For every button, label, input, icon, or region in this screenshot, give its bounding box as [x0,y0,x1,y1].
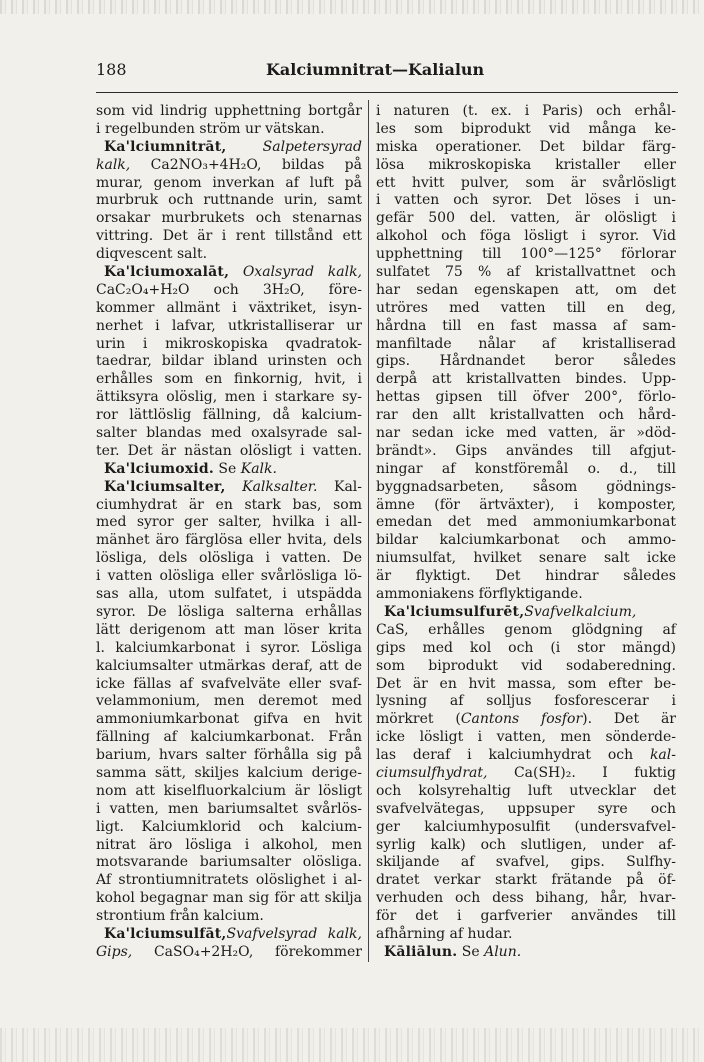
text-line: byggnadsarbeten, såsom gödnings- [376,478,676,495]
text-line: murar, genom inverkan af luft på [96,174,362,191]
text-line: ter. Det är nästan olösligt i vatten. [96,442,362,459]
italic-term: Kalk. [240,460,277,477]
text-line: samma sätt, skiljes kalcium derige- [96,764,362,781]
scan-noise-top [0,0,704,14]
italic-term: kal- [649,747,676,764]
text-line: för det i garfverier användes till [376,908,676,925]
text-line [96,264,362,282]
text-line: vittring. Det är i rent tillstånd ett [96,228,362,245]
text-line: CaC₂O₄+H₂O och 3H₂O, före- [96,281,362,298]
text-line: les som biprodukt vid många ke- [376,120,676,137]
text-line: gips. Hårdnandet beror således [376,353,676,370]
text-line: i vatten olösliga eller svårlösliga lö- [96,568,362,585]
italic-term: Alun. [484,943,522,960]
text-line: nerhet i lafvar, utkristalliserar ur [96,317,362,334]
text-line: niumsulfat, hvilket senare salt icke [376,550,676,567]
italic-term: Gips, [96,943,133,960]
header-rule [96,92,678,93]
text-line: skiljande af svafvel, gips. Sulfhy- [376,854,676,871]
italic-term: Svafvelkalcium, [524,603,637,620]
left-column [96,103,362,962]
text-line: miska operationer. Det bildar färg- [376,138,676,155]
text-line: ligt. Kalciumklorid och kalcium- [96,818,362,835]
entry-headword: Ka'lciumnitrāt, [104,138,227,155]
italic-term: Svafvelsyrad kalk, [226,925,362,942]
text-line: lösliga, dels olösliga i vatten. De [96,550,362,567]
text-line: Kāliālun. Se Alun. [384,943,522,960]
text-line: nom att kiselfluorkalcium är lösligt [96,782,362,799]
text-line: upphettning till 100°—125° förlorar [376,246,676,263]
entry-headword: Ka'lciumoxalāt, [104,264,230,281]
text-line: taedrar, bildar ibland urinsten och [96,353,362,370]
text-line: ningar af konstföremål o. d., till [376,460,676,477]
text-line: erhålles som en finkornig, hvit, i [96,371,362,388]
text-line: mörkret (Cantons fosfor). Det är [376,711,676,728]
text-line: dratet verkar starkt frätande på öf- [376,872,676,889]
text-line: syror. De lösliga salterna erhållas [96,603,362,620]
entry-headword: Ka'lciumoxid. [104,460,214,477]
text-line: Ka'lciumoxid. Se Kalk. [104,460,277,477]
italic-term: kalk, [96,156,131,173]
text-line: fällning af kalciumkarbonat. Från [96,729,362,746]
scan-noise-bottom [0,1028,704,1062]
text-line: CaS, erhålles genom glödgning af [376,621,676,638]
text-line: gips med kol och (i stor mängd) [376,639,676,656]
column-divider [368,100,369,962]
text-line: Af strontiumnitratets olöslighet i al- [96,872,362,889]
text-line: brändt». Gips användes till afgjut- [376,442,676,459]
text-line: ett hvitt pulver, som är svårlösligt [376,174,676,191]
text-line: ättiksyra olöslig, men i starkare sy- [96,389,362,406]
italic-term: ciumsulfhydrat, [376,764,488,781]
text-line: Det är en hvit massa, som efter be- [376,675,676,692]
text-line: verhuden och dess bihang, hår, hvar- [376,890,676,907]
text-line: ciumhydrat är en stark bas, som [96,496,362,513]
text-line: i vatten och syror. Det löses i un- [376,192,676,209]
text-line: kohol begagnar man sig för att skilja [96,890,362,907]
text-line: i regelbunden ström ur vätskan. [96,120,325,137]
text-line: ror lättlöslig fällning, då kalcium- [96,407,362,424]
text-line: Gips, CaSO₄+2H₂O, förekommer [96,943,362,960]
italic-term: Kalksalter. [242,478,318,495]
entry-headword: Ka'lciumsalter, [104,478,226,495]
text-line: icke fällas af svafvelväte eller svaf- [96,675,362,692]
text-line: rar den allt kristallvatten och hård- [376,407,676,424]
text-line: manfiltade nålar af kristalliserad [376,335,676,352]
italic-term: Cantons fosfor [460,711,583,728]
page-number: 188 [96,60,127,79]
text-line: svafvelvätegas, uppsuper syre och [376,800,676,817]
entry-headword: Ka'lciumsulfurēt, [384,603,525,620]
text-line [96,926,362,944]
text-line: är flyktigt. Det hindrar således [376,568,676,585]
entry-headword: Kāliālun. [384,943,458,960]
text-line: som biprodukt vid sodaberedning. [376,657,676,674]
right-column [376,103,676,962]
text-line: hårdna till en fast massa af sam- [376,317,676,334]
text-line: ämne (för ärtväxter), i komposter, [376,496,676,513]
text-line: orsakar murbrukets och stenarnas [96,210,362,227]
text-line: utröres med vatten till en deg, [376,299,676,316]
text-line: lätt derigenom att man löser krita [96,621,362,638]
text-line: icke lösligt i vatten, men sönderde- [376,729,676,746]
running-title: Kalciumnitrat—Kalialun [266,60,485,79]
text-line: l. kalciumkarbonat i syror. Lösliga [96,639,362,656]
text-line: ammoniakens förflyktigande. [376,586,583,603]
text-line: Ka'lciumsalter, Kalksalter. Kal- [104,478,362,495]
text-line: lösa mikroskopiska kristaller eller [376,156,676,173]
text-line: som vid lindrig upphettning bortgår [96,103,362,119]
text-line: mänhet äro färglösa eller hvita, dels [96,532,362,549]
text-line: velammonium, men deremot med [96,693,362,710]
text-line [96,139,362,157]
entry-headword: Ka'lciumsulfāt, [104,925,227,942]
text-line: kalciumsalter utmärkas deraf, att de [96,657,362,674]
text-line: i naturen (t. ex. i Paris) och erhål- [376,103,676,119]
text-line: kommer allmänt i växtriket, isyn- [96,299,362,316]
text-line: urin i mikroskopiska qvadratok- [96,335,362,352]
text-line: sulfatet 75 % af kristallvattnet och [376,264,676,281]
text-line: bildar kalciumkarbonat och ammo- [376,532,676,549]
text-line [376,604,676,622]
text-line: i vatten, men bariumsaltet svårlös- [96,800,362,817]
text-line: med syror ger salter, hvilka i all- [96,514,362,531]
text-line: har sedan egenskapen att, om det [376,281,676,298]
text-line: ciumsulfhydrat, Ca(SH)₂. I fuktig [376,764,676,781]
text-line: nar sedan icke med vatten, är »död- [376,425,676,442]
text-line: alkohol och föga lösligt i syror. Vid [376,228,676,245]
text-line: motsvarande bariumsalter olösliga. [96,854,362,871]
text-line: kalk, Ca2NO₃+4H₂O, bildas på [96,156,362,173]
text-line: strontium från kalcium. [96,908,264,925]
italic-term: Oxalsyrad kalk, [242,264,363,281]
text-line: ammoniumkarbonat gifva en hvit [96,711,362,728]
text-line: lysning af solljus fosforescerar i [376,693,676,710]
text-line: och kolsyrehaltig luft utvecklar det [376,782,676,799]
text-line: gefär 500 del. vatten, är olösligt i [376,210,676,227]
text-line: afhårning af hudar. [376,925,513,942]
text-line: diqvescent salt. [96,246,208,263]
text-line: hettas gipsen till öfver 200°, förlo- [376,389,676,406]
text-line: murbruk och ruttnande urin, samt [96,192,362,209]
page-header [96,60,678,88]
text-line: emedan det med ammoniumkarbonat [376,514,676,531]
text-line: sas alla, utom sulfatet, i utspädda [96,586,362,603]
text-line: barium, hvars salter förhålla sig på [96,747,362,764]
text-line: nitrat äro lösliga i alkohol, men [96,836,362,853]
text-line: derpå att kristallvatten bindes. Upp- [376,371,676,388]
text-line: syrlig kalk) och slutligen, under af- [376,836,676,853]
text-line: salter blandas med oxalsyrade sal- [96,425,362,442]
italic-term: Salpetersyrad [262,138,362,155]
text-line: las deraf i kalciumhydrat och kal- [376,747,676,764]
text-line: ger kalciumhyposulfit (undersvafvel- [376,818,676,835]
